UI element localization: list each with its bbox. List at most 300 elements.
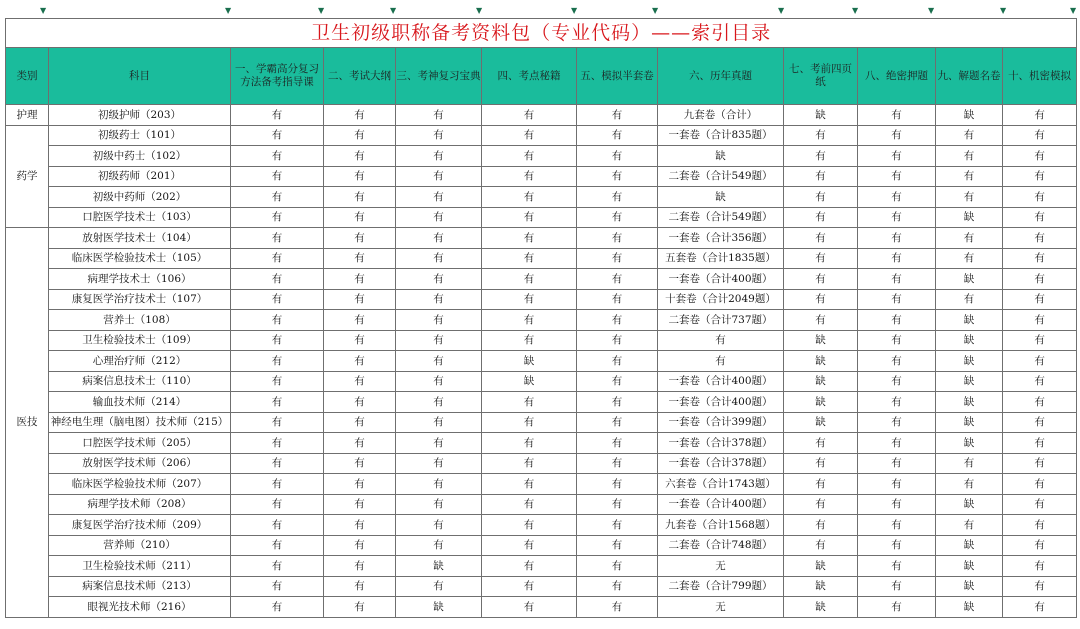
status-cell: 有 bbox=[1003, 392, 1077, 413]
status-cell: 缺 bbox=[784, 105, 858, 126]
filter-strip bbox=[0, 0, 1080, 18]
status-cell: 有 bbox=[231, 453, 324, 474]
status-cell: 有 bbox=[577, 392, 658, 413]
subject-cell: 卫生检验技术士（109） bbox=[49, 330, 231, 351]
header-col-7: 七、考前四页纸 bbox=[784, 48, 858, 105]
status-cell: 有 bbox=[324, 576, 396, 597]
status-cell: 有 bbox=[231, 125, 324, 146]
status-cell: 有 bbox=[784, 535, 858, 556]
status-cell: 缺 bbox=[936, 412, 1003, 433]
status-cell: 有 bbox=[936, 187, 1003, 208]
status-cell: 有 bbox=[858, 187, 936, 208]
header-col-4: 四、考点秘籍 bbox=[482, 48, 577, 105]
status-cell: 有 bbox=[324, 105, 396, 126]
status-cell: 有 bbox=[482, 474, 577, 495]
subject-cell: 营养士（108） bbox=[49, 310, 231, 331]
status-cell: 有 bbox=[1003, 535, 1077, 556]
table-row bbox=[6, 535, 1077, 556]
status-cell: 有 bbox=[936, 228, 1003, 249]
status-cell: 缺 bbox=[936, 392, 1003, 413]
status-cell: 有 bbox=[858, 453, 936, 474]
table-row bbox=[6, 187, 1077, 208]
status-cell: 有 bbox=[231, 330, 324, 351]
dropdown-triangle-icon[interactable]: ▼ bbox=[390, 6, 397, 15]
status-cell: 有 bbox=[396, 412, 482, 433]
status-cell: 有 bbox=[324, 433, 396, 454]
status-cell: 九套卷（合计1568题） bbox=[658, 515, 784, 536]
status-cell: 有 bbox=[784, 269, 858, 290]
status-cell: 有 bbox=[324, 166, 396, 187]
status-cell: 有 bbox=[858, 494, 936, 515]
status-cell: 有 bbox=[1003, 125, 1077, 146]
status-cell: 有 bbox=[231, 371, 324, 392]
status-cell: 有 bbox=[784, 248, 858, 269]
table-row bbox=[6, 576, 1077, 597]
status-cell: 一套卷（合计400题） bbox=[658, 392, 784, 413]
status-cell: 有 bbox=[784, 125, 858, 146]
status-cell: 二套卷（合计737题） bbox=[658, 310, 784, 331]
status-cell: 有 bbox=[858, 515, 936, 536]
status-cell: 缺 bbox=[784, 597, 858, 618]
status-cell: 有 bbox=[784, 433, 858, 454]
table-row bbox=[6, 125, 1077, 146]
dropdown-triangle-icon[interactable]: ▼ bbox=[652, 6, 659, 15]
table-row bbox=[6, 392, 1077, 413]
status-cell: 有 bbox=[231, 556, 324, 577]
status-cell: 有 bbox=[1003, 515, 1077, 536]
header-col-6: 六、历年真题 bbox=[658, 48, 784, 105]
status-cell: 有 bbox=[482, 433, 577, 454]
subject-cell: 初级药士（101） bbox=[49, 125, 231, 146]
subject-cell: 康复医学治疗技术士（107） bbox=[49, 289, 231, 310]
status-cell: 有 bbox=[324, 371, 396, 392]
status-cell: 缺 bbox=[482, 371, 577, 392]
status-cell: 有 bbox=[858, 392, 936, 413]
status-cell: 九套卷（合计） bbox=[658, 105, 784, 126]
status-cell: 十套卷（合计2049题） bbox=[658, 289, 784, 310]
status-cell: 缺 bbox=[658, 187, 784, 208]
status-cell: 有 bbox=[936, 166, 1003, 187]
status-cell: 二套卷（合计549题） bbox=[658, 207, 784, 228]
status-cell: 无 bbox=[658, 556, 784, 577]
status-cell: 有 bbox=[396, 433, 482, 454]
status-cell: 有 bbox=[482, 515, 577, 536]
header-col-3: 三、考神复习宝典 bbox=[396, 48, 482, 105]
status-cell: 有 bbox=[231, 187, 324, 208]
status-cell: 有 bbox=[482, 228, 577, 249]
status-cell: 有 bbox=[324, 351, 396, 372]
status-cell: 有 bbox=[577, 515, 658, 536]
status-cell: 二套卷（合计748题） bbox=[658, 535, 784, 556]
status-cell: 有 bbox=[482, 105, 577, 126]
table-row bbox=[6, 515, 1077, 536]
status-cell: 缺 bbox=[936, 576, 1003, 597]
status-cell: 有 bbox=[482, 556, 577, 577]
status-cell: 有 bbox=[784, 166, 858, 187]
status-cell: 有 bbox=[324, 187, 396, 208]
status-cell: 缺 bbox=[936, 371, 1003, 392]
status-cell: 有 bbox=[784, 228, 858, 249]
status-cell: 有 bbox=[396, 166, 482, 187]
status-cell: 缺 bbox=[936, 433, 1003, 454]
status-cell: 有 bbox=[396, 535, 482, 556]
subject-cell: 初级护师（203） bbox=[49, 105, 231, 126]
status-cell: 缺 bbox=[784, 576, 858, 597]
status-cell: 缺 bbox=[784, 392, 858, 413]
status-cell: 有 bbox=[784, 207, 858, 228]
subject-cell: 临床医学检验技术师（207） bbox=[49, 474, 231, 495]
status-cell: 有 bbox=[396, 248, 482, 269]
status-cell: 有 bbox=[784, 289, 858, 310]
status-cell: 有 bbox=[577, 371, 658, 392]
status-cell: 有 bbox=[324, 228, 396, 249]
status-cell: 有 bbox=[396, 576, 482, 597]
status-cell: 有 bbox=[482, 453, 577, 474]
index-table bbox=[5, 18, 1077, 618]
subject-cell: 口腔医学技术士（103） bbox=[49, 207, 231, 228]
status-cell: 有 bbox=[577, 310, 658, 331]
status-cell: 有 bbox=[231, 597, 324, 618]
status-cell: 有 bbox=[396, 351, 482, 372]
status-cell: 有 bbox=[482, 269, 577, 290]
status-cell: 有 bbox=[231, 289, 324, 310]
status-cell: 缺 bbox=[936, 494, 1003, 515]
status-cell: 有 bbox=[577, 207, 658, 228]
status-cell: 有 bbox=[577, 576, 658, 597]
status-cell: 有 bbox=[231, 392, 324, 413]
status-cell: 有 bbox=[1003, 597, 1077, 618]
status-cell: 有 bbox=[784, 187, 858, 208]
dropdown-triangle-icon[interactable]: ▼ bbox=[852, 6, 859, 15]
status-cell: 有 bbox=[577, 474, 658, 495]
status-cell: 有 bbox=[231, 351, 324, 372]
status-cell: 有 bbox=[577, 125, 658, 146]
status-cell: 有 bbox=[858, 146, 936, 167]
status-cell: 有 bbox=[396, 105, 482, 126]
subject-cell: 病案信息技术师（213） bbox=[49, 576, 231, 597]
status-cell: 有 bbox=[858, 248, 936, 269]
subject-cell: 眼视光技术师（216） bbox=[49, 597, 231, 618]
status-cell: 无 bbox=[658, 597, 784, 618]
status-cell: 有 bbox=[858, 330, 936, 351]
status-cell: 有 bbox=[231, 515, 324, 536]
status-cell: 有 bbox=[231, 494, 324, 515]
status-cell: 有 bbox=[396, 310, 482, 331]
status-cell: 有 bbox=[858, 535, 936, 556]
status-cell: 有 bbox=[231, 105, 324, 126]
page-title: 卫生初级职称备考资料包（专业代码）——索引目录 bbox=[6, 19, 1077, 48]
status-cell: 有 bbox=[396, 371, 482, 392]
status-cell: 有 bbox=[1003, 474, 1077, 495]
status-cell: 一套卷（合计400题） bbox=[658, 269, 784, 290]
status-cell: 有 bbox=[577, 187, 658, 208]
status-cell: 六套卷（合计1743题） bbox=[658, 474, 784, 495]
status-cell: 缺 bbox=[936, 207, 1003, 228]
dropdown-triangle-icon[interactable]: ▼ bbox=[1070, 6, 1077, 15]
status-cell: 有 bbox=[231, 474, 324, 495]
status-cell: 有 bbox=[577, 556, 658, 577]
status-cell: 有 bbox=[658, 330, 784, 351]
status-cell: 有 bbox=[324, 535, 396, 556]
status-cell: 缺 bbox=[482, 351, 577, 372]
header-col-8: 八、绝密押题 bbox=[858, 48, 936, 105]
status-cell: 有 bbox=[482, 330, 577, 351]
status-cell: 有 bbox=[396, 453, 482, 474]
status-cell: 有 bbox=[231, 207, 324, 228]
status-cell: 有 bbox=[936, 515, 1003, 536]
table-row bbox=[6, 166, 1077, 187]
status-cell: 有 bbox=[482, 412, 577, 433]
status-cell: 有 bbox=[1003, 494, 1077, 515]
status-cell: 有 bbox=[231, 248, 324, 269]
status-cell: 有 bbox=[231, 166, 324, 187]
status-cell: 缺 bbox=[936, 269, 1003, 290]
status-cell: 有 bbox=[577, 494, 658, 515]
subject-cell: 输血技术师（214） bbox=[49, 392, 231, 413]
status-cell: 有 bbox=[231, 310, 324, 331]
status-cell: 有 bbox=[396, 207, 482, 228]
status-cell: 有 bbox=[858, 556, 936, 577]
dropdown-triangle-icon[interactable]: ▼ bbox=[928, 6, 935, 15]
subject-cell: 放射医学技术士（104） bbox=[49, 228, 231, 249]
status-cell: 有 bbox=[1003, 105, 1077, 126]
status-cell: 有 bbox=[482, 535, 577, 556]
status-cell: 有 bbox=[577, 412, 658, 433]
status-cell: 有 bbox=[858, 269, 936, 290]
table-row bbox=[6, 494, 1077, 515]
dropdown-triangle-icon[interactable]: ▼ bbox=[318, 6, 325, 15]
table-row bbox=[6, 556, 1077, 577]
status-cell: 有 bbox=[577, 535, 658, 556]
status-cell: 有 bbox=[482, 166, 577, 187]
status-cell: 有 bbox=[396, 515, 482, 536]
status-cell: 有 bbox=[396, 228, 482, 249]
table-row bbox=[6, 474, 1077, 495]
status-cell: 有 bbox=[858, 105, 936, 126]
status-cell: 有 bbox=[1003, 330, 1077, 351]
status-cell: 有 bbox=[482, 310, 577, 331]
subject-cell: 初级中药师（202） bbox=[49, 187, 231, 208]
status-cell: 有 bbox=[324, 494, 396, 515]
status-cell: 缺 bbox=[936, 535, 1003, 556]
status-cell: 有 bbox=[577, 289, 658, 310]
status-cell: 有 bbox=[577, 269, 658, 290]
status-cell: 有 bbox=[858, 289, 936, 310]
status-cell: 有 bbox=[231, 228, 324, 249]
status-cell: 有 bbox=[324, 330, 396, 351]
status-cell: 有 bbox=[482, 392, 577, 413]
status-cell: 有 bbox=[858, 310, 936, 331]
status-cell: 有 bbox=[577, 351, 658, 372]
status-cell: 有 bbox=[936, 474, 1003, 495]
status-cell: 缺 bbox=[936, 310, 1003, 331]
status-cell: 缺 bbox=[936, 105, 1003, 126]
status-cell: 有 bbox=[396, 269, 482, 290]
status-cell: 有 bbox=[936, 146, 1003, 167]
table-row bbox=[6, 433, 1077, 454]
status-cell: 有 bbox=[482, 494, 577, 515]
status-cell: 有 bbox=[577, 105, 658, 126]
status-cell: 有 bbox=[482, 597, 577, 618]
status-cell: 有 bbox=[231, 412, 324, 433]
status-cell: 有 bbox=[1003, 576, 1077, 597]
subject-cell: 临床医学检验技术士（105） bbox=[49, 248, 231, 269]
table-row bbox=[6, 146, 1077, 167]
status-cell: 有 bbox=[482, 289, 577, 310]
status-cell: 二套卷（合计549题） bbox=[658, 166, 784, 187]
dropdown-triangle-icon[interactable]: ▼ bbox=[778, 6, 785, 15]
status-cell: 有 bbox=[231, 433, 324, 454]
status-cell: 一套卷（合计399题） bbox=[658, 412, 784, 433]
status-cell: 有 bbox=[482, 576, 577, 597]
status-cell: 有 bbox=[1003, 310, 1077, 331]
status-cell: 有 bbox=[784, 515, 858, 536]
status-cell: 有 bbox=[324, 412, 396, 433]
status-cell: 有 bbox=[1003, 371, 1077, 392]
status-cell: 缺 bbox=[784, 330, 858, 351]
dropdown-triangle-icon[interactable]: ▼ bbox=[476, 6, 483, 15]
subject-cell: 放射医学技术师（206） bbox=[49, 453, 231, 474]
status-cell: 有 bbox=[482, 248, 577, 269]
status-cell: 有 bbox=[577, 597, 658, 618]
subject-cell: 康复医学治疗技术师（209） bbox=[49, 515, 231, 536]
status-cell: 有 bbox=[396, 392, 482, 413]
status-cell: 有 bbox=[1003, 556, 1077, 577]
header-col-9: 九、解题名卷 bbox=[936, 48, 1003, 105]
status-cell: 有 bbox=[858, 371, 936, 392]
status-cell: 有 bbox=[936, 125, 1003, 146]
status-cell: 有 bbox=[324, 269, 396, 290]
status-cell: 有 bbox=[784, 310, 858, 331]
status-cell: 有 bbox=[324, 248, 396, 269]
header-subject: 科目 bbox=[49, 48, 231, 105]
status-cell: 有 bbox=[858, 433, 936, 454]
status-cell: 缺 bbox=[396, 597, 482, 618]
status-cell: 有 bbox=[858, 412, 936, 433]
status-cell: 有 bbox=[482, 187, 577, 208]
status-cell: 有 bbox=[396, 289, 482, 310]
subject-cell: 神经电生理（脑电图）技术师（215） bbox=[49, 412, 231, 433]
header-row bbox=[6, 48, 1077, 105]
status-cell: 有 bbox=[1003, 166, 1077, 187]
status-cell: 有 bbox=[858, 125, 936, 146]
status-cell: 有 bbox=[577, 146, 658, 167]
status-cell: 有 bbox=[577, 248, 658, 269]
status-cell: 缺 bbox=[784, 412, 858, 433]
status-cell: 有 bbox=[858, 474, 936, 495]
table-row bbox=[6, 105, 1077, 126]
status-cell: 缺 bbox=[936, 351, 1003, 372]
table-row bbox=[6, 248, 1077, 269]
table-row bbox=[6, 269, 1077, 290]
table-row bbox=[6, 310, 1077, 331]
table-row bbox=[6, 207, 1077, 228]
status-cell: 有 bbox=[324, 289, 396, 310]
status-cell: 有 bbox=[577, 433, 658, 454]
header-col-10: 十、机密模拟 bbox=[1003, 48, 1077, 105]
status-cell: 有 bbox=[858, 228, 936, 249]
status-cell: 有 bbox=[324, 556, 396, 577]
status-cell: 有 bbox=[1003, 433, 1077, 454]
category-cell: 医技 bbox=[6, 228, 49, 618]
table-row bbox=[6, 330, 1077, 351]
status-cell: 有 bbox=[324, 125, 396, 146]
status-cell: 有 bbox=[858, 597, 936, 618]
status-cell: 有 bbox=[324, 207, 396, 228]
status-cell: 有 bbox=[784, 494, 858, 515]
status-cell: 有 bbox=[1003, 351, 1077, 372]
status-cell: 有 bbox=[396, 330, 482, 351]
status-cell: 一套卷（合计356题） bbox=[658, 228, 784, 249]
status-cell: 有 bbox=[231, 269, 324, 290]
header-category: 类别 bbox=[6, 48, 49, 105]
status-cell: 缺 bbox=[658, 146, 784, 167]
status-cell: 一套卷（合计378题） bbox=[658, 433, 784, 454]
status-cell: 一套卷（合计835题） bbox=[658, 125, 784, 146]
status-cell: 有 bbox=[577, 453, 658, 474]
status-cell: 有 bbox=[1003, 146, 1077, 167]
subject-cell: 初级药师（201） bbox=[49, 166, 231, 187]
status-cell: 有 bbox=[1003, 289, 1077, 310]
status-cell: 缺 bbox=[936, 556, 1003, 577]
status-cell: 有 bbox=[231, 535, 324, 556]
table-row bbox=[6, 371, 1077, 392]
status-cell: 五套卷（合计1835题） bbox=[658, 248, 784, 269]
subject-cell: 初级中药士（102） bbox=[49, 146, 231, 167]
status-cell: 有 bbox=[396, 494, 482, 515]
status-cell: 有 bbox=[231, 576, 324, 597]
status-cell: 缺 bbox=[936, 597, 1003, 618]
status-cell: 有 bbox=[1003, 228, 1077, 249]
table-row bbox=[6, 351, 1077, 372]
category-cell: 护理 bbox=[6, 105, 49, 126]
header-col-5: 五、模拟半套卷 bbox=[577, 48, 658, 105]
subject-cell: 口腔医学技术师（205） bbox=[49, 433, 231, 454]
status-cell: 有 bbox=[324, 597, 396, 618]
status-cell: 缺 bbox=[784, 556, 858, 577]
status-cell: 有 bbox=[784, 146, 858, 167]
status-cell: 有 bbox=[482, 146, 577, 167]
status-cell: 有 bbox=[396, 187, 482, 208]
status-cell: 有 bbox=[396, 474, 482, 495]
status-cell: 有 bbox=[1003, 207, 1077, 228]
subject-cell: 病理学技术士（106） bbox=[49, 269, 231, 290]
status-cell: 有 bbox=[936, 289, 1003, 310]
status-cell: 二套卷（合计799题） bbox=[658, 576, 784, 597]
status-cell: 一套卷（合计400题） bbox=[658, 371, 784, 392]
status-cell: 有 bbox=[324, 310, 396, 331]
dropdown-triangle-icon[interactable]: ▼ bbox=[40, 6, 47, 15]
subject-cell: 营养师（210） bbox=[49, 535, 231, 556]
status-cell: 有 bbox=[396, 146, 482, 167]
table-row bbox=[6, 453, 1077, 474]
dropdown-triangle-icon[interactable]: ▼ bbox=[571, 6, 578, 15]
status-cell: 有 bbox=[658, 351, 784, 372]
status-cell: 缺 bbox=[396, 556, 482, 577]
status-cell: 有 bbox=[784, 474, 858, 495]
status-cell: 一套卷（合计400题） bbox=[658, 494, 784, 515]
title-row bbox=[6, 19, 1077, 48]
dropdown-triangle-icon[interactable]: ▼ bbox=[225, 6, 232, 15]
dropdown-triangle-icon[interactable]: ▼ bbox=[1000, 6, 1007, 15]
status-cell: 有 bbox=[482, 125, 577, 146]
status-cell: 有 bbox=[396, 125, 482, 146]
status-cell: 有 bbox=[482, 207, 577, 228]
status-cell: 有 bbox=[577, 330, 658, 351]
category-cell: 药学 bbox=[6, 125, 49, 228]
status-cell: 有 bbox=[858, 351, 936, 372]
status-cell: 有 bbox=[324, 515, 396, 536]
